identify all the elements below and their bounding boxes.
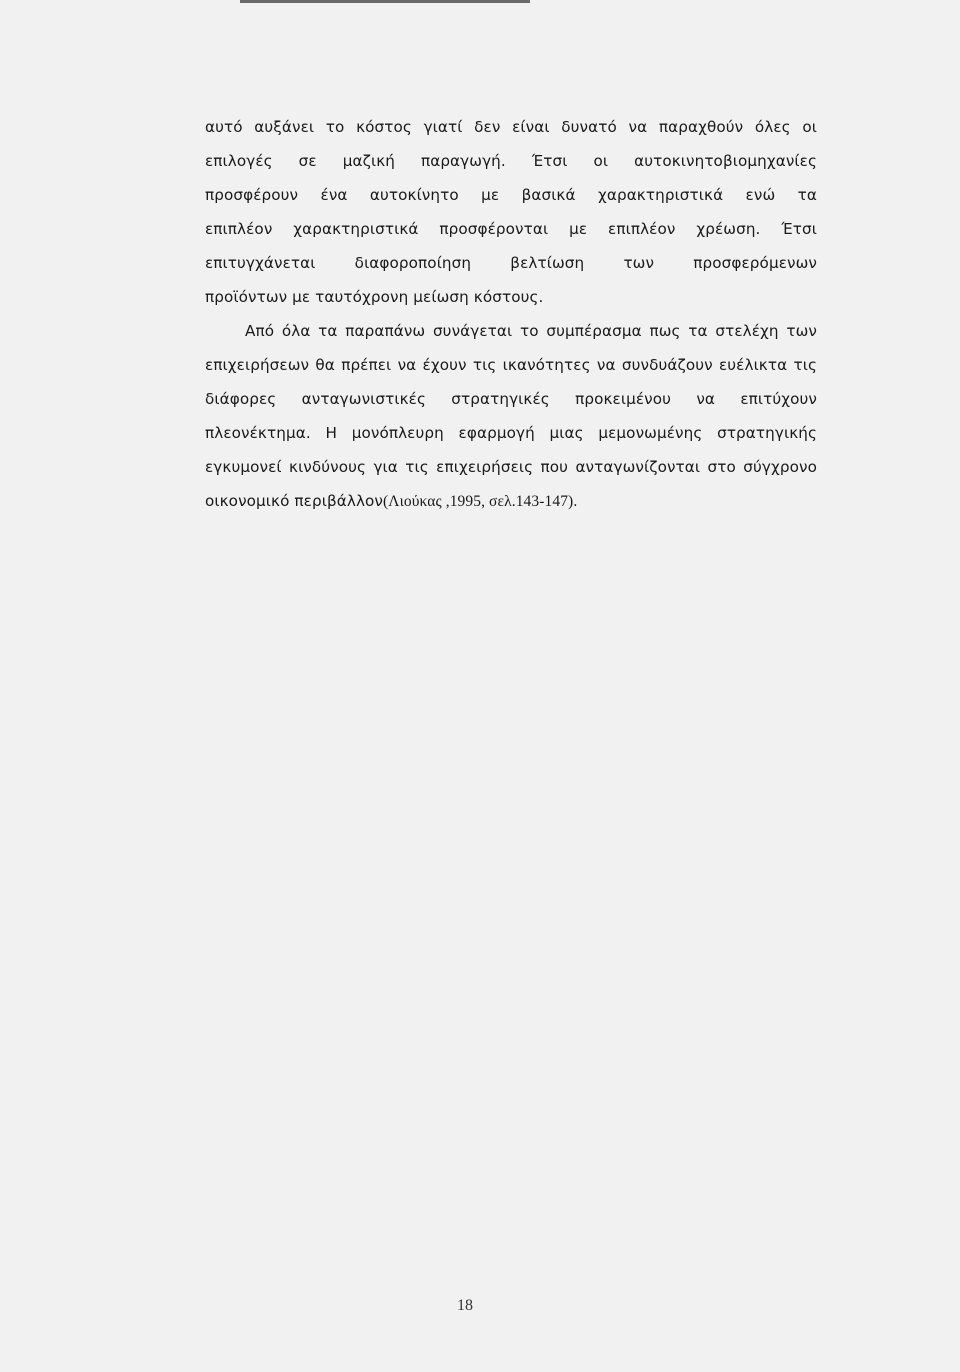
text-line: διάφορες ανταγωνιστικές στρατηγικές προκειμένου να επιτύχουν [205, 390, 817, 408]
text-line-last [205, 484, 817, 518]
page-number: 18 [457, 1297, 473, 1314]
text-line: Από όλα τα παραπάνω συνάγεται το συμπέρασμα πως τα στελέχη των [245, 322, 817, 340]
text-line: προϊόντων με ταυτόχρονη μείωση κόστους. [205, 288, 544, 306]
last-line-text: οικονομικό περιβάλλον [205, 492, 384, 510]
text-line: επιχειρήσεων θα πρέπει να έχουν τις ικανότητες να συνδυάζουν ευέλικτα τις [205, 356, 817, 374]
document-page [205, 110, 817, 518]
text-line: πλεονέκτημα. Η μονόπλευρη εφαρμογή μιας μεμονωμένης στρατηγικής [205, 424, 817, 442]
text-line: εγκυμονεί κινδύνους για τις επιχειρήσεις που ανταγωνίζονται στο σύγχρονο [205, 458, 817, 476]
scan-top-edge [240, 0, 530, 3]
paragraph-2 [205, 314, 817, 518]
paragraph-1 [205, 110, 817, 314]
text-line: επιπλέον χαρακτηριστικά προσφέρονται με επιπλέον χρέωση. Έτσι [205, 220, 817, 238]
text-line: προσφέρουν ένα αυτοκίνητο με βασικά χαρακτηριστικά ενώ τα [205, 186, 817, 204]
text-line: επιλογές σε μαζική παραγωγή. Έτσι οι αυτοκινητοβιομηχανίες [205, 152, 817, 170]
citation: (Λιούκας ,1995, σελ.143-147). [383, 493, 578, 510]
text-line: αυτό αυξάνει το κόστος γιατί δεν είναι δυνατό να παραχθούν όλες οι [205, 118, 817, 136]
text-line: επιτυγχάνεται διαφοροποίηση βελτίωση των προσφερόμενων [205, 254, 817, 272]
